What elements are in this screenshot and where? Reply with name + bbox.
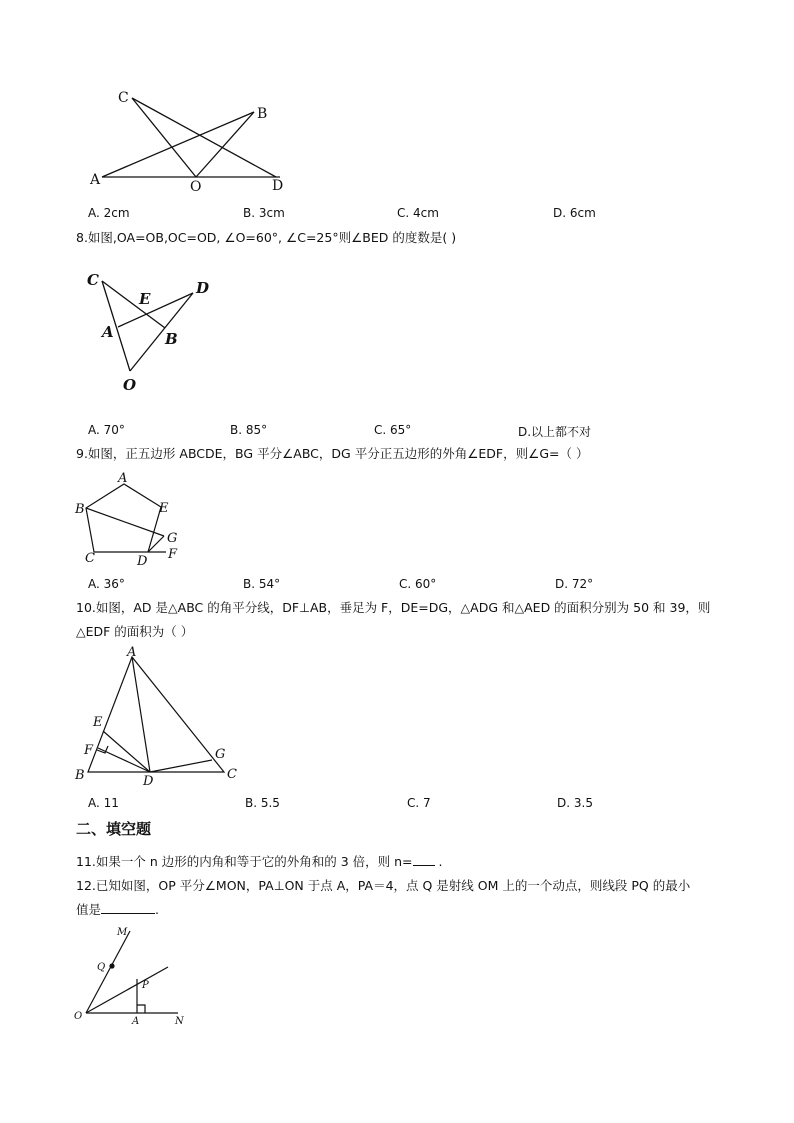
q10-label-G: G [215, 747, 226, 762]
q9-label-B: B [75, 502, 85, 517]
q9-question-text: 9.如图，正五边形 ABCDE，BG 平分∠ABC，DG 平分正五边形的外角∠EDF，则∠G=（ ） [76, 446, 589, 461]
q8-label-B: B [165, 330, 178, 348]
q12-label-A: A [132, 1016, 140, 1027]
q8-label-E: E [139, 290, 151, 308]
q8-option-d[interactable]: D.以上都不对 [518, 425, 592, 439]
q10-question-line1: 10.如图，AD 是△ABC 的角平分线，DF⊥AB，垂足为 F，DE=DG，△ADG 和△AED 的面积分别为 50 和 39，则 [76, 600, 711, 615]
q7-label-O: O [190, 179, 202, 195]
q7-option-c[interactable]: C. 4cm [397, 206, 439, 220]
q9-option-c[interactable]: C. 60° [399, 577, 437, 591]
q7-option-b[interactable]: B. 3cm [243, 206, 285, 220]
q9-label-C: C [85, 551, 95, 566]
q7-label-B: B [257, 106, 268, 122]
q8-label-A: A [102, 323, 114, 341]
q9-option-b[interactable]: B. 54° [243, 577, 281, 591]
q10-label-E: E [93, 715, 103, 730]
q12-label-M: M [117, 927, 128, 938]
q10-label-C: C [227, 767, 237, 782]
q10-figure [72, 645, 242, 790]
section-title-fill-in: 二、填空题 [76, 820, 152, 838]
q7-label-D: D [272, 178, 284, 194]
q9-figure-lines [86, 484, 166, 552]
q9-option-a[interactable]: A. 36° [88, 577, 125, 591]
q10-label-B: B [75, 768, 85, 783]
q9-label-E: E [159, 501, 169, 516]
q8-option-a[interactable]: A. 70° [88, 423, 125, 437]
q7-label-C: C [118, 90, 129, 106]
q7-figure-lines [102, 98, 280, 177]
q8-label-D: D [196, 279, 210, 297]
q7-figure [80, 85, 300, 195]
q7-label-A: A [90, 172, 101, 188]
q12-label-O: O [74, 1011, 83, 1022]
q9-label-A: A [118, 471, 128, 486]
q8-question-text: 8.如图,OA=OB,OC=OD, ∠O=60°, ∠C=25°则∠BED 的度数是( ) [76, 230, 457, 245]
q10-figure-lines [88, 657, 224, 772]
q9-figure [74, 470, 194, 570]
q10-option-c[interactable]: C. 7 [407, 796, 431, 810]
q10-label-F: F [84, 743, 94, 758]
q12-answer-blank[interactable] [101, 901, 155, 914]
q8-option-c[interactable]: C. 65° [374, 423, 412, 437]
q9-option-d[interactable]: D. 72° [555, 577, 594, 591]
q12-point-Q-dot [109, 963, 114, 968]
q7-option-a[interactable]: A. 2cm [88, 206, 130, 220]
q9-label-D: D [137, 554, 148, 569]
q12-label-Q: Q [97, 962, 106, 973]
q10-option-a[interactable]: A. 11 [88, 796, 119, 810]
q10-option-d[interactable]: D. 3.5 [557, 796, 593, 810]
q11-question [76, 850, 442, 874]
q10-label-D: D [143, 774, 154, 789]
q8-label-C: C [87, 271, 99, 289]
q11-answer-blank[interactable] [413, 853, 435, 866]
q7-option-d[interactable]: D. 6cm [553, 206, 596, 220]
q12-question-line2 [76, 898, 159, 922]
q8-label-O: O [123, 376, 137, 394]
q10-question-line2: △EDF 的面积为（ ） [76, 624, 194, 639]
q12-text-after: . [155, 902, 159, 917]
q9-label-G: G [167, 531, 178, 546]
q11-text-before: 11.如果一个 n 边形的内角和等于它的外角和的 3 倍，则 n= [76, 854, 413, 869]
q9-label-F: F [168, 547, 178, 562]
q12-figure [72, 922, 202, 1032]
q12-label-P: P [142, 980, 149, 991]
q10-label-A: A [127, 645, 137, 660]
q11-text-after: . [434, 854, 443, 869]
q8-option-b[interactable]: B. 85° [230, 423, 268, 437]
q10-option-b[interactable]: B. 5.5 [245, 796, 280, 810]
q8-figure [80, 268, 230, 398]
q12-label-N: N [175, 1016, 184, 1027]
q12-question-line1: 12.已知如图，OP 平分∠MON，PA⊥ON 于点 A，PA＝4，点 Q 是射线 OM 上的一个动点，则线段 PQ 的最小 [76, 878, 691, 893]
q12-text-before: 值是 [76, 902, 102, 917]
